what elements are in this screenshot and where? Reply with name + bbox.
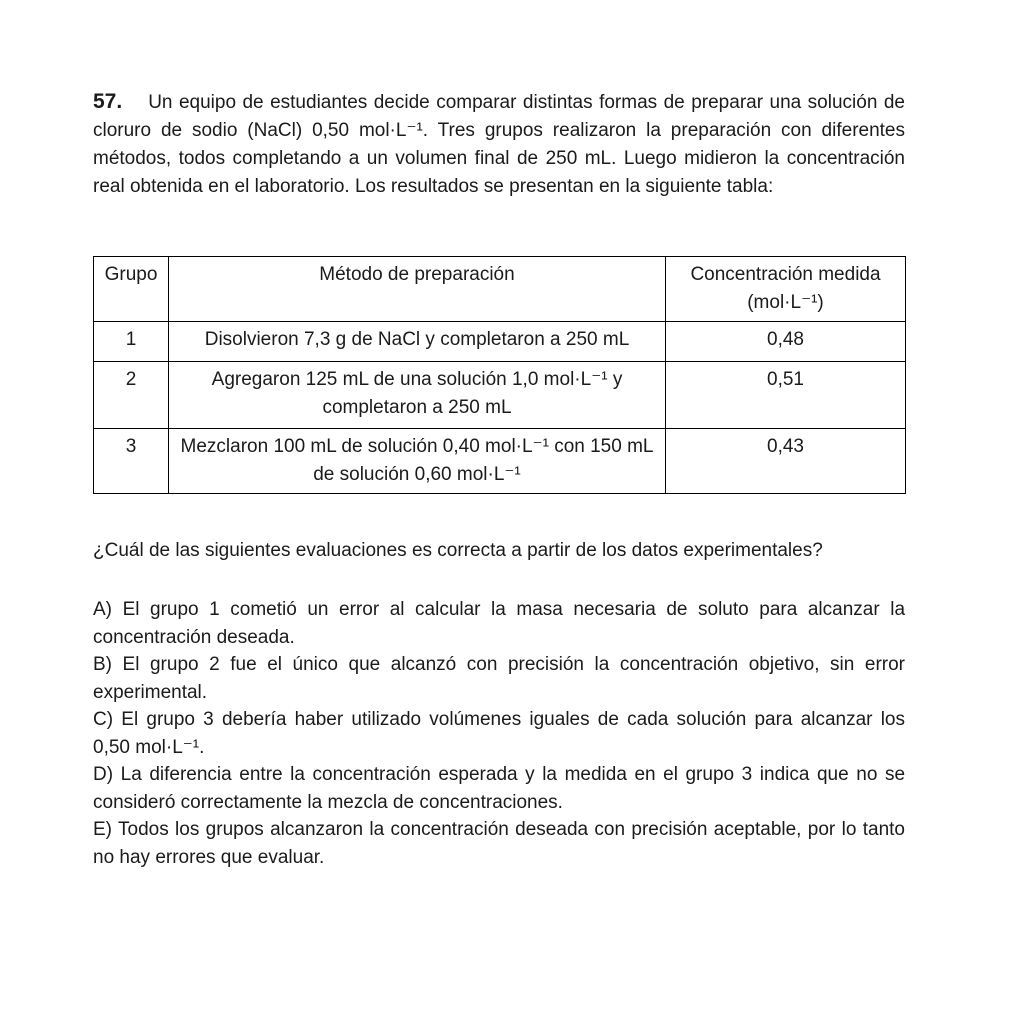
cell-concentracion: 0,51 — [666, 362, 906, 429]
table-row — [94, 362, 906, 429]
question-intro-paragraph — [93, 88, 905, 201]
table-header-row — [94, 257, 906, 322]
question-intro-text: Un equipo de estudiantes decide comparar distintas formas de preparar una solución de cloruro de sodio (NaCl) 0,50 mol·L⁻¹. Tres grupos realizaron la preparación con diferentes métodos, todos completando a un volumen final de 250 mL. Luego midieron la concentración real obtenida en el laboratorio. Los resultados se presentan en la siguiente tabla: — [93, 92, 905, 197]
question-block — [93, 88, 905, 871]
table-row — [94, 322, 906, 362]
option-label: E) — [93, 819, 112, 840]
cell-metodo: Agregaron 125 mL de una solución 1,0 mol·L⁻¹ y completaron a 250 mL — [169, 362, 666, 429]
cell-metodo: Disolvieron 7,3 g de NaCl y completaron a 250 mL — [169, 322, 666, 362]
option-text: El grupo 3 debería haber utilizado volúmenes iguales de cada solución para alcanzar los 0,50 mol·L⁻¹. — [93, 709, 906, 758]
option-label: B) — [93, 654, 112, 675]
cell-concentracion: 0,43 — [666, 429, 906, 494]
answer-option-e — [93, 816, 905, 871]
option-label: C) — [93, 709, 114, 730]
cell-metodo: Mezclaron 100 mL de solución 0,40 mol·L⁻¹ con 150 mL de solución 0,60 mol·L⁻¹ — [169, 429, 666, 494]
header-concentracion: Concentración medida (mol·L⁻¹) — [666, 257, 906, 322]
option-text: La diferencia entre la concentración esperada y la medida en el grupo 3 indica que no se consideró correctamente la mezcla de concentraciones. — [93, 764, 906, 813]
cell-concentracion: 0,48 — [666, 322, 906, 362]
table-row — [94, 429, 906, 494]
cell-grupo: 3 — [94, 429, 169, 494]
answer-option-b — [93, 651, 905, 706]
option-label: D) — [93, 764, 114, 785]
cell-grupo: 2 — [94, 362, 169, 429]
answer-option-c — [93, 706, 905, 761]
results-table — [93, 256, 906, 494]
option-text: Todos los grupos alcanzaron la concentración deseada con precisión aceptable, por lo tanto no hay errores que evaluar. — [93, 819, 905, 868]
question-number: 57. — [93, 90, 123, 113]
answer-options — [93, 596, 905, 871]
header-grupo: Grupo — [94, 257, 169, 322]
question-prompt: ¿Cuál de las siguientes evaluaciones es correcta a partir de los datos experimentales? — [93, 540, 823, 561]
cell-grupo: 1 — [94, 322, 169, 362]
header-metodo: Método de preparación — [169, 257, 666, 322]
option-label: A) — [93, 599, 112, 620]
answer-option-d — [93, 761, 905, 816]
option-text: El grupo 2 fue el único que alcanzó con precisión la concentración objetivo, sin error experimental. — [93, 654, 905, 703]
option-text: El grupo 1 cometió un error al calcular la masa necesaria de soluto para alcanzar la concentración deseada. — [93, 599, 906, 648]
answer-option-a — [93, 596, 905, 651]
